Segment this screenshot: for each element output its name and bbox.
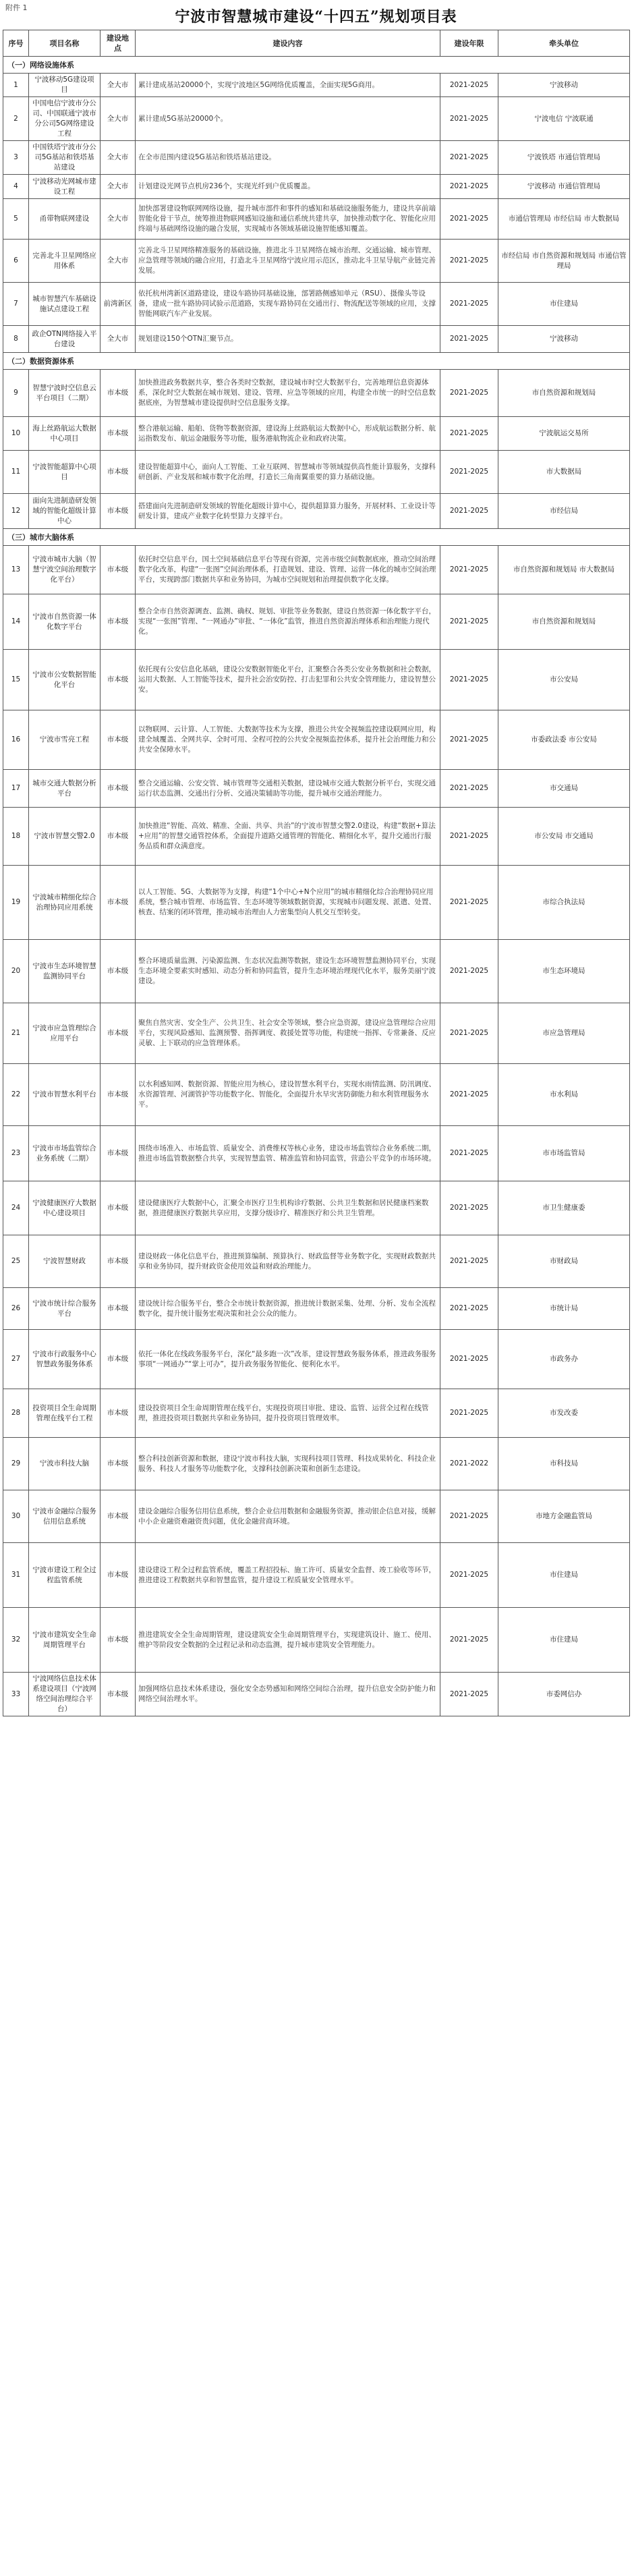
period: 2021-2025 xyxy=(440,141,498,175)
project-name: 宁波市公安数据智能化平台 xyxy=(29,650,100,710)
table-row xyxy=(3,1330,630,1389)
location: 市本级 xyxy=(100,494,136,529)
header-location: 建设地点 xyxy=(100,30,136,57)
period: 2021-2025 xyxy=(440,1235,498,1288)
location: 前湾新区 xyxy=(100,283,136,326)
table-row xyxy=(3,1673,630,1716)
table-row xyxy=(3,1543,630,1608)
table-row xyxy=(3,1490,630,1543)
table-row xyxy=(3,1438,630,1490)
lead-unit: 市水利局 xyxy=(498,1064,630,1126)
location: 市本级 xyxy=(100,1330,136,1389)
project-name: 宁波网络信息技术体系建设项目（宁波网络空间治理综合平台） xyxy=(29,1673,100,1716)
period: 2021-2025 xyxy=(440,650,498,710)
location: 市本级 xyxy=(100,808,136,866)
project-content: 建设统计综合服务平台，整合全市统计数据资源，推进统计数据采集、处理、分析、发布全流程数字化，提升统计服务宏观决策和社会公众的能力。 xyxy=(136,1288,440,1330)
lead-unit: 宁波航运交易所 xyxy=(498,417,630,451)
project-name: 智慧宁波时空信息云平台项目（二期） xyxy=(29,370,100,417)
lead-unit: 宁波铁塔 市通信管理局 xyxy=(498,141,630,175)
period: 2021-2025 xyxy=(440,370,498,417)
lead-unit: 市公安局 xyxy=(498,650,630,710)
row-number: 17 xyxy=(3,770,29,808)
project-content: 建设金融综合服务信用信息系统，整合企业信用数据和金融服务资源，推动银企信息对接，缓解中小企业融资难融资贵问题，优化金融营商环境。 xyxy=(136,1490,440,1543)
row-number: 6 xyxy=(3,240,29,283)
row-number: 5 xyxy=(3,199,29,240)
period: 2021-2025 xyxy=(440,1673,498,1716)
project-content: 加强网络信息技术体系建设，强化安全态势感知和网络空间综合治理，提升信息安全防护能力和网络空间治理水平。 xyxy=(136,1673,440,1716)
project-content: 依托杭州湾新区道路建设，建设车路协同基础设施，部署路侧感知单元（RSU）、摄像头等设备，建成一批车路协同试验示范道路，实现车路协同在交通出行、物流配送等领域的应用，支撑智能网联汽车产业发展。 xyxy=(136,283,440,326)
project-content: 围绕市场准入、市场监管、质量安全、消费维权等核心业务，建设市场监管综合业务系统二期，推进市场监管数据整合共享，实现智慧监管、精准监管和协同监管，营造公平竞争的市场环境。 xyxy=(136,1126,440,1181)
period: 2021-2025 xyxy=(440,866,498,940)
project-content: 建设健康医疗大数据中心，汇聚全市医疗卫生机构诊疗数据、公共卫生数据和居民健康档案数据，推进健康医疗数据共享应用，支撑分级诊疗、精准医疗和公共卫生管理。 xyxy=(136,1181,440,1235)
project-name: 政企OTN网络接入平台建设 xyxy=(29,326,100,353)
row-number: 8 xyxy=(3,326,29,353)
location: 市本级 xyxy=(100,370,136,417)
location: 市本级 xyxy=(100,451,136,494)
table-row xyxy=(3,370,630,417)
row-number: 31 xyxy=(3,1543,29,1608)
row-number: 29 xyxy=(3,1438,29,1490)
lead-unit: 市地方金融监管局 xyxy=(498,1490,630,1543)
lead-unit: 市科技局 xyxy=(498,1438,630,1490)
project-name: 宁波健康医疗大数据中心建设项目 xyxy=(29,1181,100,1235)
project-name: 宁波市市场监管综合业务系统（二期） xyxy=(29,1126,100,1181)
row-number: 26 xyxy=(3,1288,29,1330)
table-row xyxy=(3,1235,630,1288)
project-name: 海上丝路航运大数据中心项目 xyxy=(29,417,100,451)
location: 市本级 xyxy=(100,546,136,594)
period: 2021-2025 xyxy=(440,1330,498,1389)
table-row xyxy=(3,940,630,1003)
table-row xyxy=(3,326,630,353)
project-name: 中国电信宁波市分公司、中国联通宁波市分公司5G网络建设工程 xyxy=(29,97,100,141)
project-name: 完善北斗卫星网络应用体系 xyxy=(29,240,100,283)
project-content: 加快推进“智能、高效、精准、全面、共享、共治”的宁波市智慧交警2.0建设，构建“数据+算法+应用”的智慧交通管控体系，全面提升道路交通管理的智能化、精细化水平，提升交通出行服务品质和群众满意度。 xyxy=(136,808,440,866)
lead-unit: 市委网信办 xyxy=(498,1673,630,1716)
table-row xyxy=(3,1003,630,1064)
row-number: 11 xyxy=(3,451,29,494)
period: 2021-2022 xyxy=(440,1438,498,1490)
lead-unit: 市经信局 xyxy=(498,494,630,529)
lead-unit: 市自然资源和规划局 市大数据局 xyxy=(498,546,630,594)
project-content: 以物联网、云计算、人工智能、大数据等技术为支撑，推进公共安全视频监控建设联网应用，构建全域覆盖、全网共享、全时可用、全程可控的公共安全视频监控体系，提升社会治理能力和公共安全保障水平。 xyxy=(136,710,440,770)
row-number: 24 xyxy=(3,1181,29,1235)
section-title: （三）城市大脑体系 xyxy=(3,529,630,546)
period: 2021-2025 xyxy=(440,97,498,141)
project-name: 宁波移动5G建设项目 xyxy=(29,74,100,97)
row-number: 23 xyxy=(3,1126,29,1181)
table-row xyxy=(3,74,630,97)
project-content: 加快部署建设物联网网络设施，提升城市部件和事件的感知和基础设施服务能力，建设共享前端智能化骨干节点，统筹推进物联网感知设施和通信系统共建共享，加快推动数字化、智能化应用终端与基础网络设施的融合发展，实现城市各领域基础设施智能感知覆盖。 xyxy=(136,199,440,240)
location: 全大市 xyxy=(100,74,136,97)
location: 市本级 xyxy=(100,866,136,940)
location: 市本级 xyxy=(100,1003,136,1064)
project-content: 以水利感知网、数据资源、智能应用为核心，建设智慧水利平台，实现水雨情监测、防汛调度、水资源管理、河湖管护等功能数字化、智能化，全面提升水旱灾害防御能力和水利管理服务水平。 xyxy=(136,1064,440,1126)
row-number: 14 xyxy=(3,594,29,650)
lead-unit: 市公安局 市交通局 xyxy=(498,808,630,866)
project-name: 宁波市建设工程全过程监管系统 xyxy=(29,1543,100,1608)
location: 市本级 xyxy=(100,1673,136,1716)
project-content: 在全市范围内建设5G基站和铁塔基站建设。 xyxy=(136,141,440,175)
row-number: 7 xyxy=(3,283,29,326)
header-content: 建设内容 xyxy=(136,30,440,57)
period: 2021-2025 xyxy=(440,326,498,353)
lead-unit: 市财政局 xyxy=(498,1235,630,1288)
location: 市本级 xyxy=(100,710,136,770)
table-row xyxy=(3,546,630,594)
header-no: 序号 xyxy=(3,30,29,57)
project-name: 宁波智慧财政 xyxy=(29,1235,100,1288)
table-row xyxy=(3,594,630,650)
table-header-row xyxy=(3,30,630,57)
location: 市本级 xyxy=(100,1235,136,1288)
period: 2021-2025 xyxy=(440,283,498,326)
row-number: 12 xyxy=(3,494,29,529)
table-row xyxy=(3,97,630,141)
section-row xyxy=(3,529,630,546)
project-name: 城市交通大数据分析平台 xyxy=(29,770,100,808)
row-number: 33 xyxy=(3,1673,29,1716)
location: 市本级 xyxy=(100,1389,136,1438)
project-name: 宁波市生态环境智慧监测协同平台 xyxy=(29,940,100,1003)
project-name: 宁波市科技大脑 xyxy=(29,1438,100,1490)
table-row xyxy=(3,240,630,283)
row-number: 27 xyxy=(3,1330,29,1389)
period: 2021-2025 xyxy=(440,1003,498,1064)
lead-unit: 市自然资源和规划局 xyxy=(498,594,630,650)
lead-unit: 市发改委 xyxy=(498,1389,630,1438)
period: 2021-2025 xyxy=(440,74,498,97)
header-period: 建设年限 xyxy=(440,30,498,57)
table-row xyxy=(3,1064,630,1126)
lead-unit: 市住建局 xyxy=(498,1543,630,1608)
lead-unit: 市综合执法局 xyxy=(498,866,630,940)
location: 市本级 xyxy=(100,1288,136,1330)
lead-unit: 市经信局 市自然资源和规划局 市通信管理局 xyxy=(498,240,630,283)
table-row xyxy=(3,283,630,326)
row-number: 21 xyxy=(3,1003,29,1064)
project-content: 整合交通运输、公安交管、城市管理等交通相关数据，建设城市交通大数据分析平台，实现交通运行状态监测、交通出行分析、交通决策辅助等功能，提升城市交通治理能力。 xyxy=(136,770,440,808)
project-name: 中国铁塔宁波市分公司5G基站和铁塔基站建设 xyxy=(29,141,100,175)
lead-unit: 市通信管理局 市经信局 市大数据局 xyxy=(498,199,630,240)
period: 2021-2025 xyxy=(440,710,498,770)
project-name: 投资项目全生命周期管理在线平台工程 xyxy=(29,1389,100,1438)
row-number: 25 xyxy=(3,1235,29,1288)
period: 2021-2025 xyxy=(440,1543,498,1608)
table-row xyxy=(3,417,630,451)
period: 2021-2025 xyxy=(440,1181,498,1235)
table-row xyxy=(3,710,630,770)
location: 市本级 xyxy=(100,1543,136,1608)
table-row xyxy=(3,1288,630,1330)
period: 2021-2025 xyxy=(440,594,498,650)
project-content: 搭建面向先进制造研发领域的智能化超级计算中心，提供超算算力服务，开展材料、工业设计等研发计算，建成产业数字化转型算力支撑平台。 xyxy=(136,494,440,529)
location: 全大市 xyxy=(100,326,136,353)
table-row xyxy=(3,199,630,240)
lead-unit: 宁波移动 市通信管理局 xyxy=(498,175,630,199)
project-name: 宁波市建筑安全生命周期管理平台 xyxy=(29,1608,100,1673)
table-row xyxy=(3,808,630,866)
project-name: 宁波城市精细化综合治理协同应用系统 xyxy=(29,866,100,940)
row-number: 9 xyxy=(3,370,29,417)
row-number: 16 xyxy=(3,710,29,770)
period: 2021-2025 xyxy=(440,451,498,494)
project-name: 宁波市应急管理综合应用平台 xyxy=(29,1003,100,1064)
project-name: 面向先进制造研发领域的智能化超级计算中心 xyxy=(29,494,100,529)
period: 2021-2025 xyxy=(440,1490,498,1543)
document-title: 宁波市智慧城市建设“十四五”规划项目表 xyxy=(175,8,457,26)
lead-unit: 市交通局 xyxy=(498,770,630,808)
row-number: 4 xyxy=(3,175,29,199)
period: 2021-2025 xyxy=(440,240,498,283)
period: 2021-2025 xyxy=(440,1288,498,1330)
project-content: 建设智能超算中心，面向人工智能、工业互联网、智慧城市等领域提供高性能计算服务，支撑科研创新、产业发展和城市数字化治理，打造长三角南翼重要的算力基础设施。 xyxy=(136,451,440,494)
lead-unit: 市自然资源和规划局 xyxy=(498,370,630,417)
location: 市本级 xyxy=(100,417,136,451)
row-number: 2 xyxy=(3,97,29,141)
location: 市本级 xyxy=(100,940,136,1003)
location: 全大市 xyxy=(100,97,136,141)
project-content: 累计建成基站20000个，实现宁波地区5G网络优质覆盖，全面实现5G商用。 xyxy=(136,74,440,97)
project-table xyxy=(3,30,630,1716)
table-row xyxy=(3,1389,630,1438)
lead-unit: 市应急管理局 xyxy=(498,1003,630,1064)
location: 市本级 xyxy=(100,1490,136,1543)
lead-unit: 市市场监管局 xyxy=(498,1126,630,1181)
header-unit: 牵头单位 xyxy=(498,30,630,57)
period: 2021-2025 xyxy=(440,1389,498,1438)
project-name: 城市智慧汽车基础设施试点建设工程 xyxy=(29,283,100,326)
period: 2021-2025 xyxy=(440,199,498,240)
table-row xyxy=(3,866,630,940)
project-content: 聚焦自然灾害、安全生产、公共卫生、社会安全等领域，整合应急资源，建设应急管理综合应用平台，实现风险感知、监测预警、指挥调度、救援处置等功能，构建统一指挥、专常兼备、反应灵敏、上下联动的应急管理体系。 xyxy=(136,1003,440,1064)
lead-unit: 市住建局 xyxy=(498,1608,630,1673)
project-content: 整合科技创新资源和数据，建设宁波市科技大脑，实现科技项目管理、科技成果转化、科技企业服务、科技人才服务等功能数字化，支撑科技创新决策和创新生态建设。 xyxy=(136,1438,440,1490)
row-number: 18 xyxy=(3,808,29,866)
location: 市本级 xyxy=(100,1126,136,1181)
project-content: 加快推进政务数据共享，整合各类时空数据，建设城市时空大数据平台，完善地理信息资源体系，深化时空大数据在城市规划、建设、管理、应急等领域的应用，构建全市统一的时空信息数据底座，为智慧城市建设提供时空信息服务支撑。 xyxy=(136,370,440,417)
project-name: 宁波市智慧水利平台 xyxy=(29,1064,100,1126)
project-content: 依托现有公安信息化基础，建设公安数据智能化平台，汇聚整合各类公安业务数据和社会数据，运用大数据、人工智能等技术，提升社会治安防控、打击犯罪和公共安全管理能力，建设智慧公安。 xyxy=(136,650,440,710)
row-number: 22 xyxy=(3,1064,29,1126)
table-row xyxy=(3,1608,630,1673)
table-row xyxy=(3,451,630,494)
period: 2021-2025 xyxy=(440,1126,498,1181)
project-content: 整合全市自然资源调查、监测、确权、规划、审批等业务数据，建设自然资源一体化数字平台，实现“一张图”管理、“一网通办”审批、“一体化”监管，推进自然资源治理体系和治理能力现代化。 xyxy=(136,594,440,650)
location: 全大市 xyxy=(100,141,136,175)
lead-unit: 市生态环境局 xyxy=(498,940,630,1003)
project-content: 建设财政一体化信息平台，推进预算编制、预算执行、财政监督等业务数字化，实现财政数据共享和业务协同，提升财政资金使用效益和财政治理能力。 xyxy=(136,1235,440,1288)
lead-unit: 市住建局 xyxy=(498,283,630,326)
section-title: （一）网络设施体系 xyxy=(3,57,630,74)
period: 2021-2025 xyxy=(440,808,498,866)
table-body xyxy=(3,57,630,1716)
location: 市本级 xyxy=(100,1064,136,1126)
project-name: 宁波移动光网城市建设工程 xyxy=(29,175,100,199)
project-name: 甬带物联网建设 xyxy=(29,199,100,240)
lead-unit: 市政务办 xyxy=(498,1330,630,1389)
period: 2021-2025 xyxy=(440,770,498,808)
project-content: 整合港航运输、船舶、货物等数据资源，建设海上丝路航运大数据中心，形成航运数据分析、航运指数发布、航运金融服务等功能，服务港航物流企业和政府决策。 xyxy=(136,417,440,451)
location: 全大市 xyxy=(100,175,136,199)
table-row xyxy=(3,1126,630,1181)
lead-unit: 市卫生健康委 xyxy=(498,1181,630,1235)
project-content: 累计建成5G基站20000个。 xyxy=(136,97,440,141)
header-name: 项目名称 xyxy=(29,30,100,57)
lead-unit: 宁波移动 xyxy=(498,74,630,97)
row-number: 32 xyxy=(3,1608,29,1673)
project-name: 宁波市雪亮工程 xyxy=(29,710,100,770)
appendix-label: 附件 1 xyxy=(5,3,28,12)
lead-unit: 宁波移动 xyxy=(498,326,630,353)
period: 2021-2025 xyxy=(440,940,498,1003)
lead-unit: 市委政法委 市公安局 xyxy=(498,710,630,770)
location: 市本级 xyxy=(100,1438,136,1490)
row-number: 30 xyxy=(3,1490,29,1543)
table-row xyxy=(3,494,630,529)
lead-unit: 市统计局 xyxy=(498,1288,630,1330)
row-number: 3 xyxy=(3,141,29,175)
location: 市本级 xyxy=(100,650,136,710)
period: 2021-2025 xyxy=(440,546,498,594)
period: 2021-2025 xyxy=(440,1608,498,1673)
section-row xyxy=(3,57,630,74)
row-number: 15 xyxy=(3,650,29,710)
table-row xyxy=(3,770,630,808)
section-title: （二）数据资源体系 xyxy=(3,353,630,370)
location: 全大市 xyxy=(100,199,136,240)
project-name: 宁波市金融综合服务信用信息系统 xyxy=(29,1490,100,1543)
project-content: 计划建设光网节点机房236个，实现光纤到户优质覆盖。 xyxy=(136,175,440,199)
lead-unit: 市大数据局 xyxy=(498,451,630,494)
project-content: 完善北斗卫星网络精准服务的基础设施，推进北斗卫星网络在城市治理、交通运输、城市管理、应急管理等领域的融合应用，打造北斗卫星网络宁波应用示范区，推动北斗卫星导航产业链完善发展。 xyxy=(136,240,440,283)
section-row xyxy=(3,353,630,370)
project-content: 规划建设150个OTN汇聚节点。 xyxy=(136,326,440,353)
location: 市本级 xyxy=(100,770,136,808)
project-name: 宁波市城市大脑（智慧宁波空间治理数字化平台） xyxy=(29,546,100,594)
row-number: 20 xyxy=(3,940,29,1003)
row-number: 19 xyxy=(3,866,29,940)
table-row xyxy=(3,1181,630,1235)
location: 市本级 xyxy=(100,1181,136,1235)
table-row xyxy=(3,175,630,199)
period: 2021-2025 xyxy=(440,417,498,451)
row-number: 28 xyxy=(3,1389,29,1438)
project-content: 依托时空信息平台，国土空间基础信息平台等现有资源，完善市级空间数据底座，推动空间治理数字化改革，构建“一张图”空间治理体系，打造规划、建设、管理、运营一体化的城市空间治理平台，实现跨部门数据共享和业务协同，为城市空间规划和治理提供数字化支撑。 xyxy=(136,546,440,594)
table-row xyxy=(3,650,630,710)
location: 市本级 xyxy=(100,594,136,650)
project-name: 宁波智能超算中心项目 xyxy=(29,451,100,494)
period: 2021-2025 xyxy=(440,494,498,529)
table-row xyxy=(3,141,630,175)
period: 2021-2025 xyxy=(440,175,498,199)
location: 市本级 xyxy=(100,1608,136,1673)
project-name: 宁波市自然资源一体化数字平台 xyxy=(29,594,100,650)
lead-unit: 宁波电信 宁波联通 xyxy=(498,97,630,141)
row-number: 13 xyxy=(3,546,29,594)
project-content: 整合环境质量监测、污染源监测、生态状况监测等数据，建设生态环境智慧监测协同平台，实现生态环境全要素实时感知、动态分析和协同监管，提升生态环境治理现代化水平，服务美丽宁波建设。 xyxy=(136,940,440,1003)
project-content: 建设投资项目全生命周期管理在线平台，实现投资项目审批、建设、监管、运营全过程在线管理，推进投资项目数据共享和业务协同，提升投资项目管理效率。 xyxy=(136,1389,440,1438)
project-name: 宁波市智慧交警2.0 xyxy=(29,808,100,866)
project-content: 以人工智能、5G、大数据等为支撑，构建“1个中心+N个应用”的城市精细化综合治理协同应用系统，整合城市管理、市场监管、生态环境等领域数据资源，实现城市问题发现、派遣、处置、核查、结案的闭环管理，推动城市治理由人力密集型向人机交互型转变。 xyxy=(136,866,440,940)
project-content: 推进建筑安全全生命周期管理，建设建筑安全生命周期管理平台，实现建筑设计、施工、使用、维护等阶段安全数据的全过程记录和动态监测，提升城市建筑安全管理能力。 xyxy=(136,1608,440,1673)
project-name: 宁波市行政服务中心智慧政务服务体系 xyxy=(29,1330,100,1389)
project-content: 建设建设工程全过程监管系统，覆盖工程招投标、施工许可、质量安全监督、竣工验收等环节，推进建设工程数据共享和智慧监管，提升建设工程质量安全管理水平。 xyxy=(136,1543,440,1608)
project-name: 宁波市统计综合服务平台 xyxy=(29,1288,100,1330)
period: 2021-2025 xyxy=(440,1064,498,1126)
location: 全大市 xyxy=(100,240,136,283)
row-number: 1 xyxy=(3,74,29,97)
project-content: 依托一体化在线政务服务平台，深化“最多跑一次”改革，建设智慧政务服务体系，推进政务服务事项“一网通办”“掌上可办”，提升政务服务智能化、便利化水平。 xyxy=(136,1330,440,1389)
row-number: 10 xyxy=(3,417,29,451)
